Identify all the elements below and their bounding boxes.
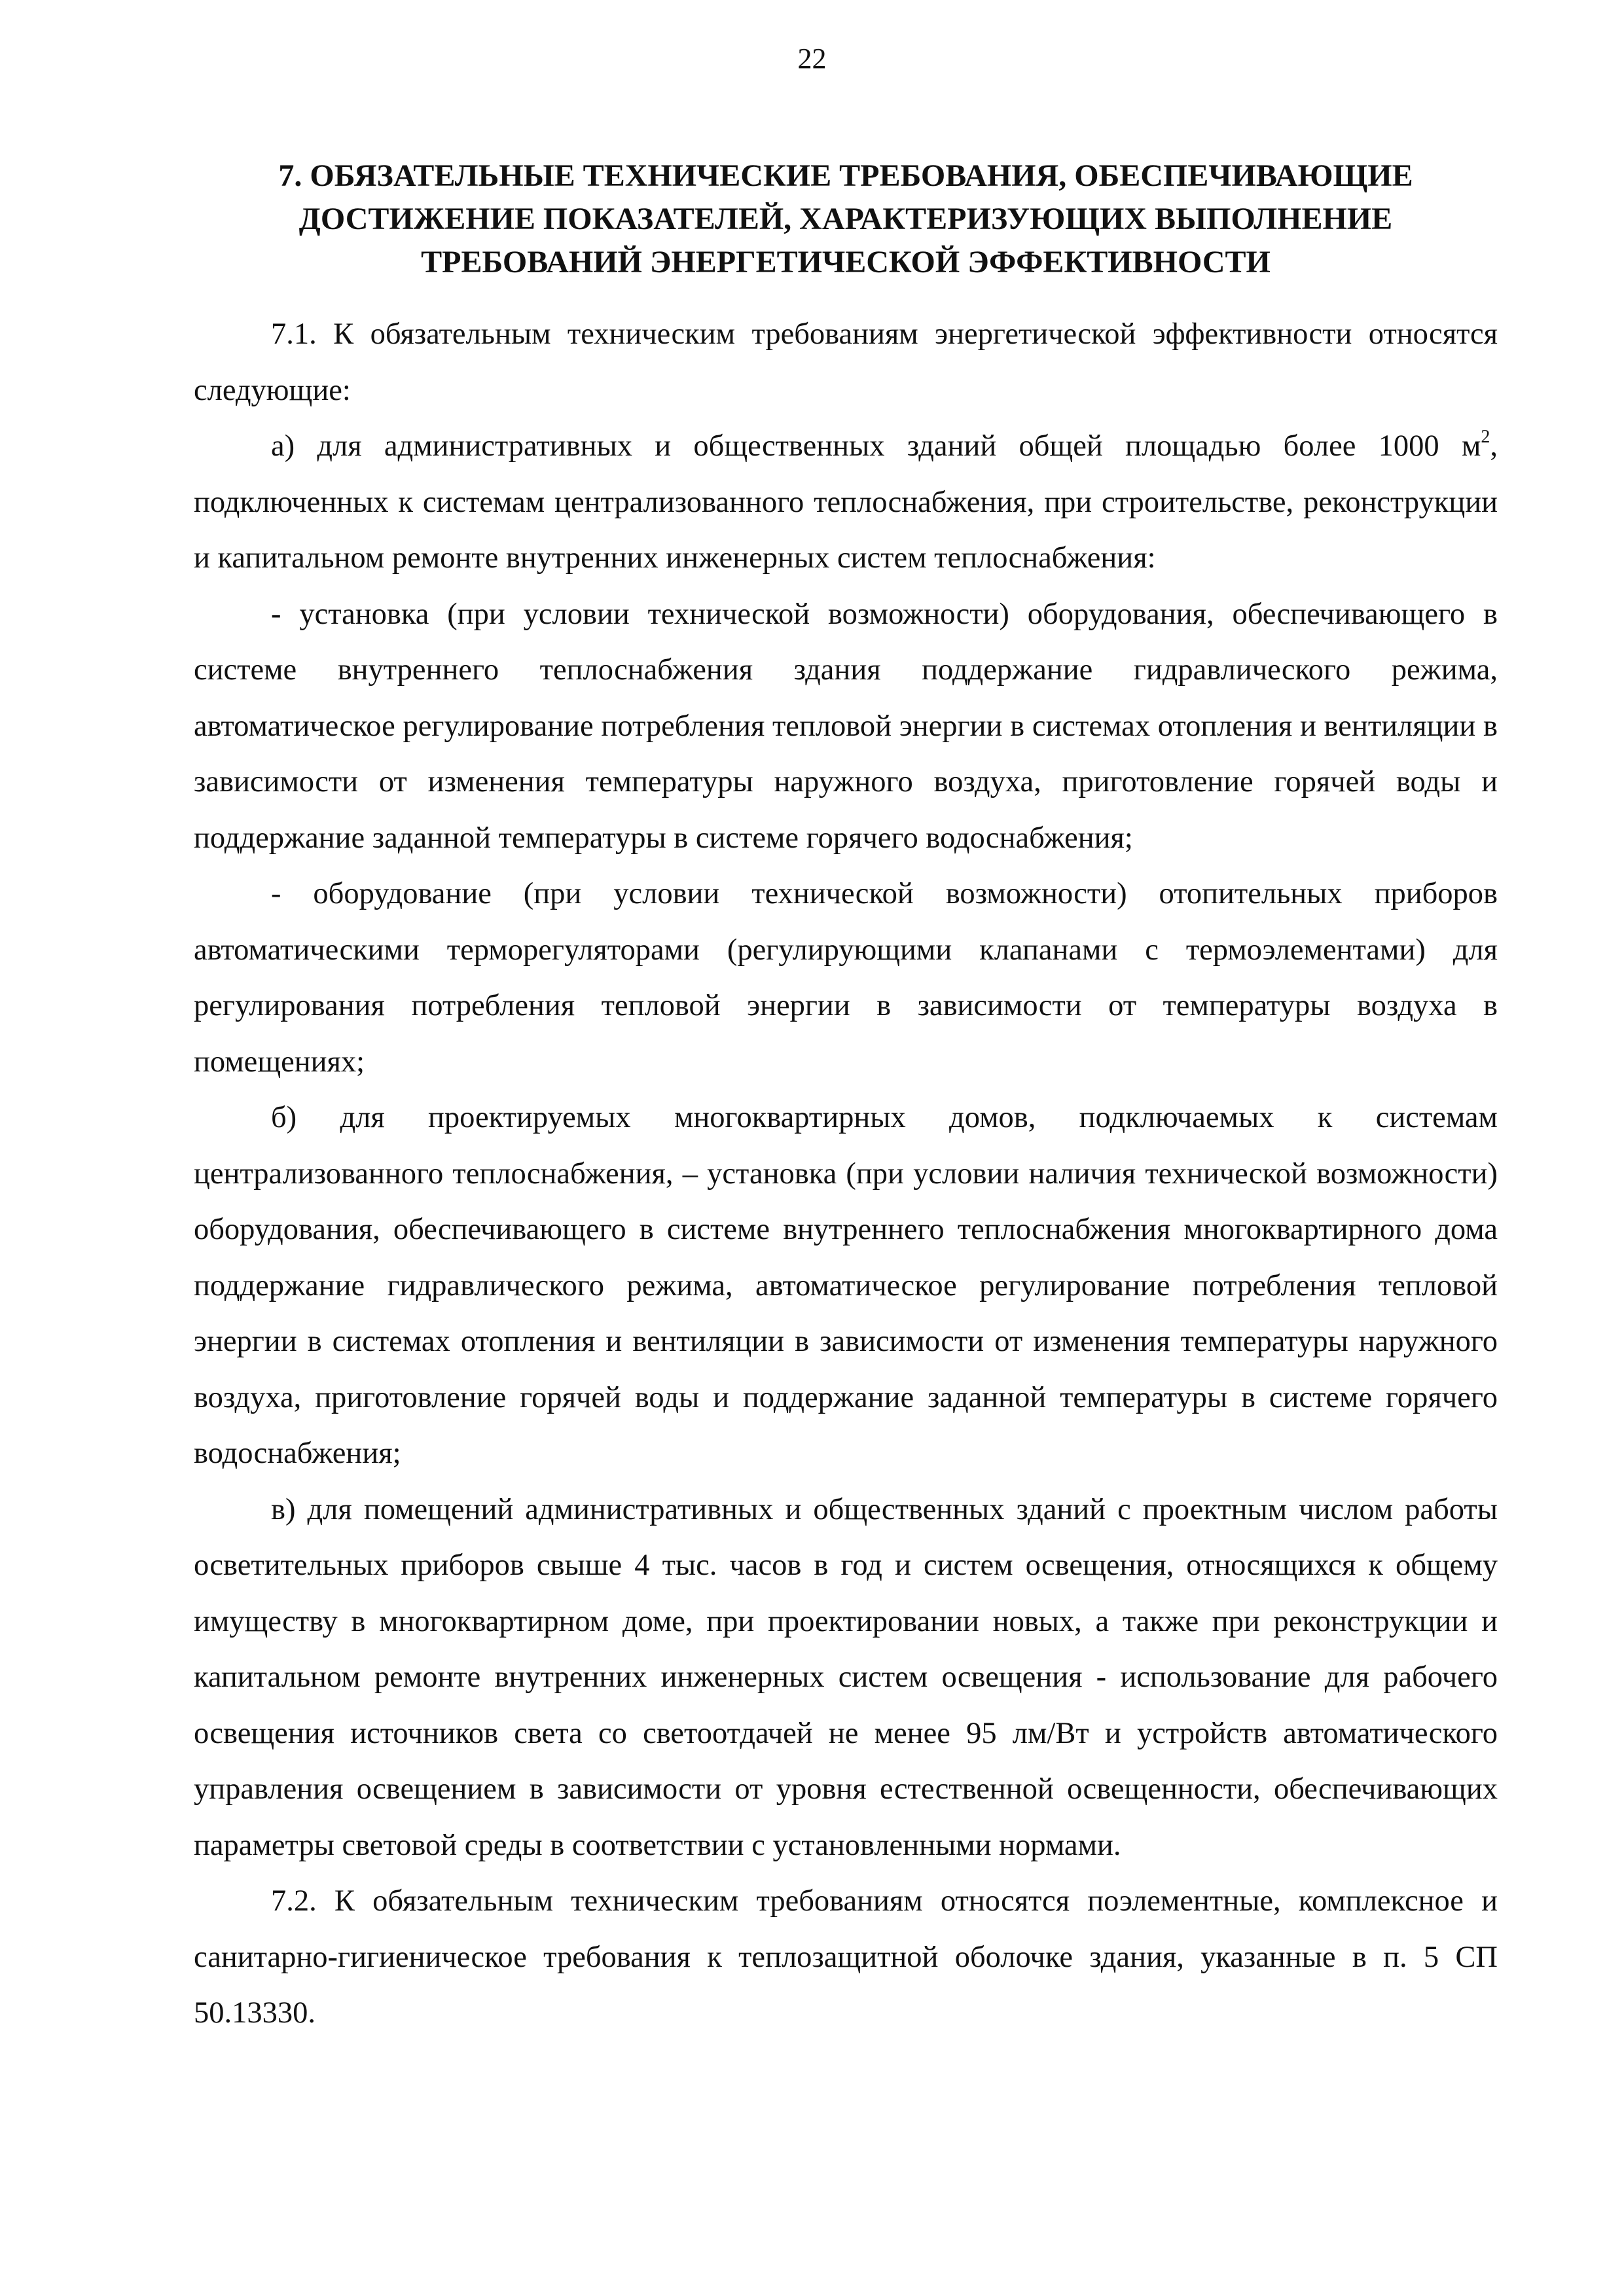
paragraph-7-2: 7.2. К обязательным техническим требованиям относятся поэлементные, комплексное и санитарно-гигиеническое требования к теплозащитной оболочке здания, указанные в п. 5 СП 50.13330. (194, 1884, 1498, 2030)
paragraph-item-v: в) для помещений административных и общественных зданий с проектным числом работы осветительных приборов свыше 4 тыс. часов в год и систем освещения, относящихся к общему имуществу в многоквартирном доме, при проектировании новых, а также при реконструкции и капитальном ремонте внутренних инженерных систем освещения - использование для рабочего освещения источников света со светоотдачей не менее 95 лм/Вт и устройств автоматического управления освещением в зависимости от уровня естественной освещенности, обеспечивающих параметры световой среды в соответствии с установленными нормами. (194, 1492, 1498, 1862)
paragraph-dash-2: - оборудование (при условии технической возможности) отопительных приборов автоматическими терморегуляторами (регулирующими клапанами с термоэлементами) для регулирования потребления тепловой энергии в зависимости от температуры воздуха в помещениях; (194, 877, 1498, 1079)
section-title-line: ТРЕБОВАНИЙ ЭНЕРГЕТИЧЕСКОЙ ЭФФЕКТИВНОСТИ (421, 245, 1271, 279)
paragraph-7-1: 7.1. К обязательным техническим требованиям энергетической эффективности относятся следующие: (194, 317, 1498, 407)
paragraph-item-a-text: а) для административных и общественных зданий общей площадью более 1000 м (271, 429, 1481, 463)
area-unit-superscript: 2 (1481, 427, 1490, 447)
paragraph-dash-1: - установка (при условии технической возможности) оборудования, обеспечивающего в системе внутреннего теплоснабжения здания поддержание гидравлического режима, автоматическое регулирование потребления тепловой энергии в системах отопления и вентиляции в зависимости от изменения температуры наружного воздуха, приготовление горячей воды и поддержание заданной температуры в системе горячего водоснабжения; (194, 597, 1498, 855)
paragraph-item-a (194, 418, 1498, 586)
document-body (194, 154, 1498, 2041)
section-title-line: 7. ОБЯЗАТЕЛЬНЫЕ ТЕХНИЧЕСКИЕ ТРЕБОВАНИЯ, ОБЕСПЕЧИВАЮЩИЕ (278, 158, 1413, 193)
paragraph-item-a-text-continued: , подключенных к системам централизованного теплоснабжения, при строительстве, реконструкции и капитальном ремонте внутренних инженерных систем теплоснабжения: (194, 429, 1498, 575)
page-number: 22 (797, 43, 827, 75)
section-title (194, 154, 1498, 284)
section-title-line: ДОСТИЖЕНИЕ ПОКАЗАТЕЛЕЙ, ХАРАКТЕРИЗУЮЩИХ ВЫПОЛНЕНИЕ (298, 202, 1393, 236)
paragraph-item-b: б) для проектируемых многоквартирных домов, подключаемых к системам централизованного теплоснабжения, – установка (при условии наличия технической возможности) оборудования, обеспечивающего в системе внутреннего теплоснабжения многоквартирного дома поддержание гидравлического режима, автоматическое регулирование потребления тепловой энергии в системах отопления и вентиляции в зависимости от изменения температуры наружного воздуха, приготовление горячей воды и поддержание заданной температуры в системе горячего водоснабжения; (194, 1101, 1498, 1470)
